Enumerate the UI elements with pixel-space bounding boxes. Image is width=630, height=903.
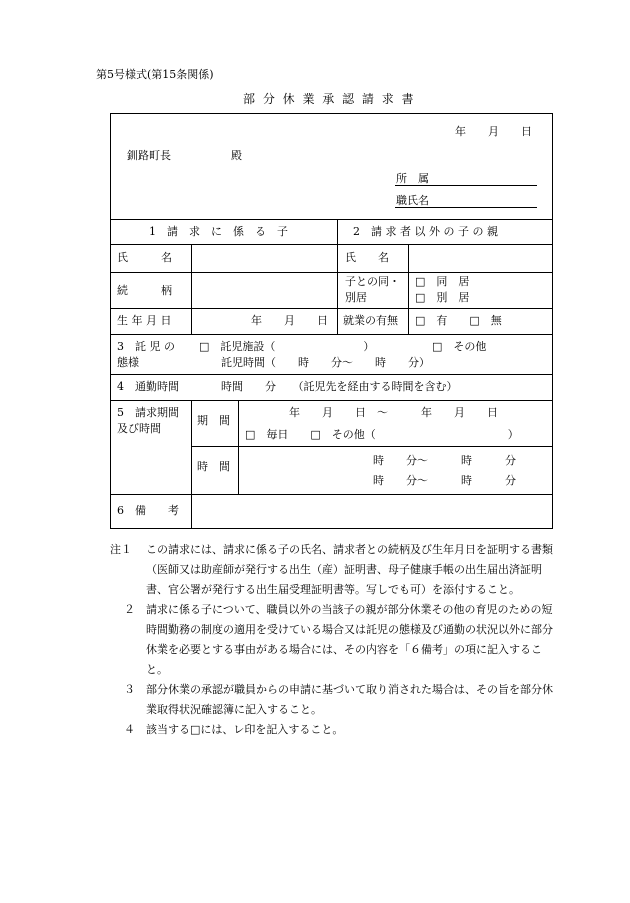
birthdate-value: 年 月 日: [251, 314, 328, 327]
request-period-label-2: 及び時間: [117, 422, 161, 435]
childcare-other: □ その他: [432, 340, 487, 353]
cohabit-option-separate: □ 別 居: [415, 291, 470, 304]
period-range: 年 月 日 ～ 年 月 日: [289, 406, 498, 419]
note-number: ４: [124, 723, 135, 736]
relation-label: 続 柄: [117, 284, 172, 297]
honorific: 殿: [231, 149, 242, 162]
request-form-table: [110, 113, 553, 529]
section1-heading: 1 請 求 に 係 る 子: [149, 225, 288, 238]
period-label: 期 間: [197, 414, 230, 427]
employment-label: 就業の有無: [343, 314, 398, 327]
note-item: [110, 720, 560, 740]
cohabit-label: 子との同・: [345, 275, 400, 288]
note-text: 該当する□には、レ印を記入すること。: [146, 723, 344, 736]
cohabit-option-together: □ 同 居: [415, 275, 470, 288]
request-period-label: 5 請求期間: [117, 406, 179, 419]
employment-options: □ 有 □ 無: [415, 314, 502, 327]
note-number: 注１: [110, 543, 132, 556]
birthdate-label: 生 年 月 日: [117, 314, 172, 327]
childcare-facility: □ 託児施設（ ）: [199, 340, 375, 353]
form-title: 部 分 休 業 承 認 請 求 書: [243, 92, 416, 106]
remarks-label: 6 備 考: [117, 504, 179, 517]
time-range-1: 時 分～ 時 分: [373, 454, 516, 467]
note-text: この請求には、請求に係る子の氏名、請求者との続柄及び生年月日を証明する書類（医師又は助産師が発行する出生（産）証明書、母子健康手帳の出生届出済証明書、官公署が発行する出生届受理証明書等。写しでも可）を添付すること。: [146, 543, 553, 596]
note-number: ３: [124, 683, 135, 696]
time-label: 時 間: [197, 460, 230, 473]
notes-section: [110, 540, 560, 740]
period-options: □ 毎日 □ その他（ ）: [245, 428, 519, 441]
note-text: 部分休業の承認が職員からの申請に基づいて取り消された場合は、その旨を部分休業取得状況確認簿に記入すること。: [146, 683, 553, 716]
child-name-label: 氏 名: [117, 251, 172, 264]
commute-label: 4 通勤時間: [117, 380, 179, 393]
childcare-label-2: 態様: [117, 356, 139, 369]
affiliation-label: 所 属: [396, 172, 429, 185]
section2-heading: 2 請 求 者 以 外 の 子 の 親: [353, 225, 498, 238]
note-item: [110, 680, 560, 720]
cohabit-label-2: 別居: [345, 291, 367, 304]
time-range-2: 時 分～ 時 分: [373, 474, 516, 487]
addressee: 釧路町長: [127, 149, 171, 162]
childcare-label: 3 託 児 の: [117, 340, 175, 353]
date-field: 年 月 日: [455, 125, 532, 138]
other-parent-name-label: 氏 名: [345, 251, 389, 264]
note-number: ２: [124, 603, 135, 616]
note-text: 請求に係る子について、職員以外の当該子の親が部分休業その他の育児のための短時間勤務の制度の適用を受けている場合又は託児の態様及び通勤の状況以外に部分休業を必要とする事由がある場合には、その内容を「６備考」の項に記入すること。: [146, 603, 553, 676]
staff-name-label: 職氏名: [396, 194, 429, 207]
form-number: 第5号様式(第15条関係): [96, 68, 214, 81]
commute-value: 時間 分 （託児先を経由する時間を含む）: [221, 380, 458, 393]
note-item: [110, 600, 560, 680]
note-item: [110, 540, 560, 600]
childcare-hours: 託児時間（ 時 分～ 時 分）: [221, 356, 430, 369]
